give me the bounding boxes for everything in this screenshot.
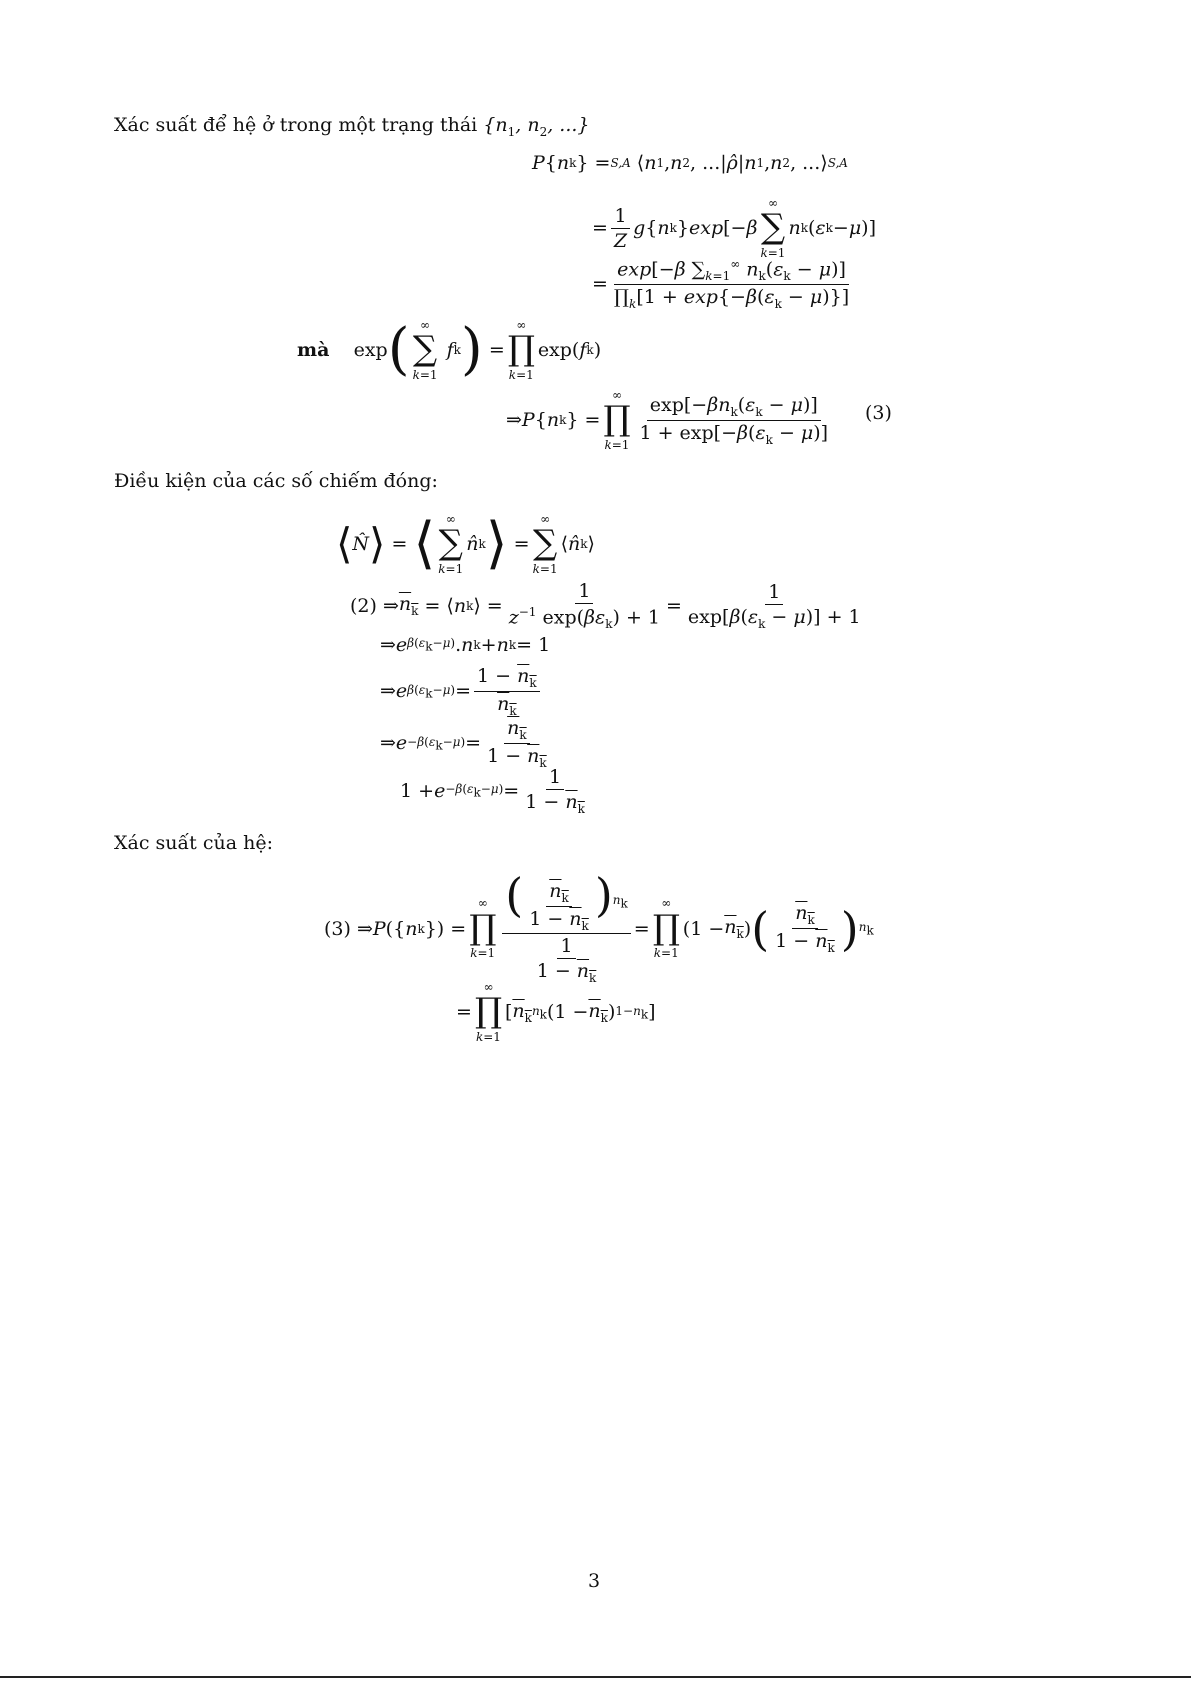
equation-line: (2) ⇒ $n_k$ = ⟨ n k ⟩ = $\frac{1}{z^{-1} \exp(\beta\varepsilon_k) + 1}$ = $\frac{1}{\exp[\beta(\varepsilon_k - \mu)] + 1}$: [350, 580, 861, 632]
equation-line: ⇒ e $-\beta(\varepsilon_k-\mu)$ = $\frac{n_k}{1 - n_k}$: [380, 717, 547, 770]
equation-line: ⇒ e $\beta(\varepsilon_k-\mu)$ = $\frac{1 - n_k}{n_k}$: [380, 665, 543, 718]
equation-line: ⇒ e $\beta(\varepsilon_k-\mu)$ . n k + n k = 1: [380, 634, 551, 656]
equation-number: (3): [865, 402, 892, 424]
equation-line: ⟨ N̂ ⟩ = ⟨ ∞ ∑ k=1 n̂ k ⟩ = ∞ ∑ k=1 ⟨ n̂ k ⟩: [336, 511, 595, 577]
equation-line: 1 + e $-\beta(\varepsilon_k-\mu)$ = $\frac{1}{1 - n_k}$: [400, 766, 585, 816]
paragraph-system-probability: Xác suất của hệ:: [114, 832, 273, 854]
equation-line: = $\frac{1}{Z}$ g { n k } exp [− β ∞ ∑ k=1 n k ( ε k − μ )]: [592, 196, 876, 261]
equation-line: (3) ⇒ P ({ n k }) = ∞ ∏ k=1 ( $\frac{n_k}{1 - n_k}$ )$^{n_k}$ $\frac{1}{1 - n_k}$ = ∞ ∏ k=1 (1 − $n_k$ ) ( $\frac{n_k}{1 - n_k}$ ) $n_k$: [324, 868, 874, 986]
equation-line: P { n k } = S,A ⟨ n 1 , n 2 , ...| ρ̂ | n 1 , n 2 , ...⟩ S,A: [532, 152, 848, 174]
equation-line-ma: mà exp ( ∞ ∑ k=1 f k ) = ∞ ∏ k=1 exp( f k ): [297, 317, 602, 383]
paragraph-intro: Xác suất để hệ ở trong một trạng thái {$n_1$, $n_2$, ...}: [114, 114, 590, 139]
equation-line: = ∞ ∏ k=1 [ $n_k$ $n_k$ (1 − $n_k$ ) $1-n_k$ ]: [456, 980, 656, 1045]
bottom-rule: [0, 1676, 1191, 1678]
equation-line: = $\frac{\exp[-\beta \sum_{k=1}^\infty n_k(\varepsilon_k - \mu)]}{\prod_k[1 + \exp\{-\beta(\varepsilon_k - \mu)\}]}$: [592, 257, 850, 311]
eqP-line1: [0, 0, 1, 1]
label-ma: mà: [297, 339, 330, 362]
page-number: 3: [588, 1570, 601, 1592]
paragraph-occupation-condition: Điều kiện của các số chiếm đóng:: [114, 470, 438, 492]
equation-line: ⇒ P { n k } = ∞ ∏ k=1 $\frac{\exp[-\beta n_k(\varepsilon_k - \mu)]}{1 + \exp[-\beta(\varepsilon_k - \mu)]}$: [506, 388, 829, 453]
